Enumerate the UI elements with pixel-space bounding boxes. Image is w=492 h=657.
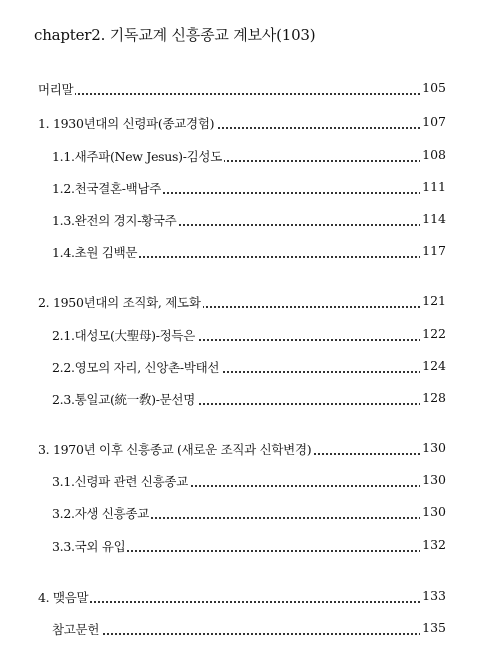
toc-entry-label: 1.1.새주파(New Jesus)-김성도 [52, 149, 222, 164]
toc-row[interactable] [0, 390, 492, 410]
toc-page-number: 132 [422, 537, 446, 552]
toc-entry-label: 머리말 [38, 82, 74, 97]
toc-row[interactable] [0, 179, 492, 199]
toc-entry-label: 3. 1970년 이후 신흥종교 (새로운 조직과 신학변경) [38, 442, 312, 457]
toc-entry-label: 3.2.자생 신흥종교 [52, 506, 149, 521]
toc-row[interactable] [0, 358, 492, 378]
toc-row[interactable] [0, 243, 492, 263]
toc-row[interactable] [0, 114, 492, 134]
toc-page-number: 128 [422, 390, 446, 405]
toc-page-number: 121 [422, 293, 446, 308]
toc-entry-label: 1.3.완전의 경지-황국주 [52, 213, 177, 228]
toc-row[interactable] [0, 293, 492, 313]
toc-row[interactable] [0, 80, 492, 100]
toc-entry-label: 2.2.영모의 자리, 신앙촌-박태선 [52, 360, 220, 375]
toc-entry-label: 2.3.통일교(統一敎)-문선명 [52, 392, 195, 407]
toc-entry-label: 1.4.초원 김백문 [52, 245, 138, 260]
toc-page-number: 111 [422, 179, 446, 194]
toc-page-number: 133 [422, 588, 446, 603]
toc-entry-label: 4. 맺음말 [38, 590, 89, 605]
toc-entry-label: 참고문헌 [52, 622, 100, 637]
toc-page-number: 124 [422, 358, 446, 373]
toc-page-number: 114 [422, 211, 446, 226]
toc-page-number: 105 [422, 80, 446, 95]
toc-row[interactable] [0, 472, 492, 492]
toc-leader-dots [38, 601, 428, 603]
toc-entry-label: 2. 1950년대의 조직화, 제도화 [38, 295, 201, 310]
toc-entry-label: 1. 1930년대의 신령파(종교경험) [38, 116, 215, 131]
toc-row[interactable] [0, 504, 492, 524]
toc-leader-dots [38, 93, 428, 95]
toc-entry-label: 3.3.국외 유입 [52, 539, 126, 554]
toc-entry-label: 1.2.천국결혼-백남주 [52, 181, 162, 196]
toc-row[interactable] [0, 440, 492, 460]
toc-row[interactable] [0, 211, 492, 231]
toc-page-number: 130 [422, 472, 446, 487]
toc-row[interactable] [0, 537, 492, 557]
toc-row[interactable] [0, 326, 492, 346]
toc-entry-label: 2.1.대성모(大聖母)-정득은 [52, 328, 195, 343]
toc-row[interactable] [0, 588, 492, 608]
toc-leader-dots [52, 633, 428, 635]
toc-page-number: 130 [422, 504, 446, 519]
toc-entry-label: 3.1.신령파 관련 신흥종교 [52, 474, 188, 489]
toc-page-number: 135 [422, 620, 446, 635]
toc-page-number: 108 [422, 147, 446, 162]
toc-row[interactable] [0, 147, 492, 167]
chapter-title: chapter2. 기독교계 신흥종교 계보사(103) [34, 26, 316, 44]
toc-row[interactable] [0, 620, 492, 640]
toc-page-number: 107 [422, 114, 446, 129]
toc-page-number: 130 [422, 440, 446, 455]
toc-page-number: 122 [422, 326, 446, 341]
toc-page-number: 117 [422, 243, 446, 258]
